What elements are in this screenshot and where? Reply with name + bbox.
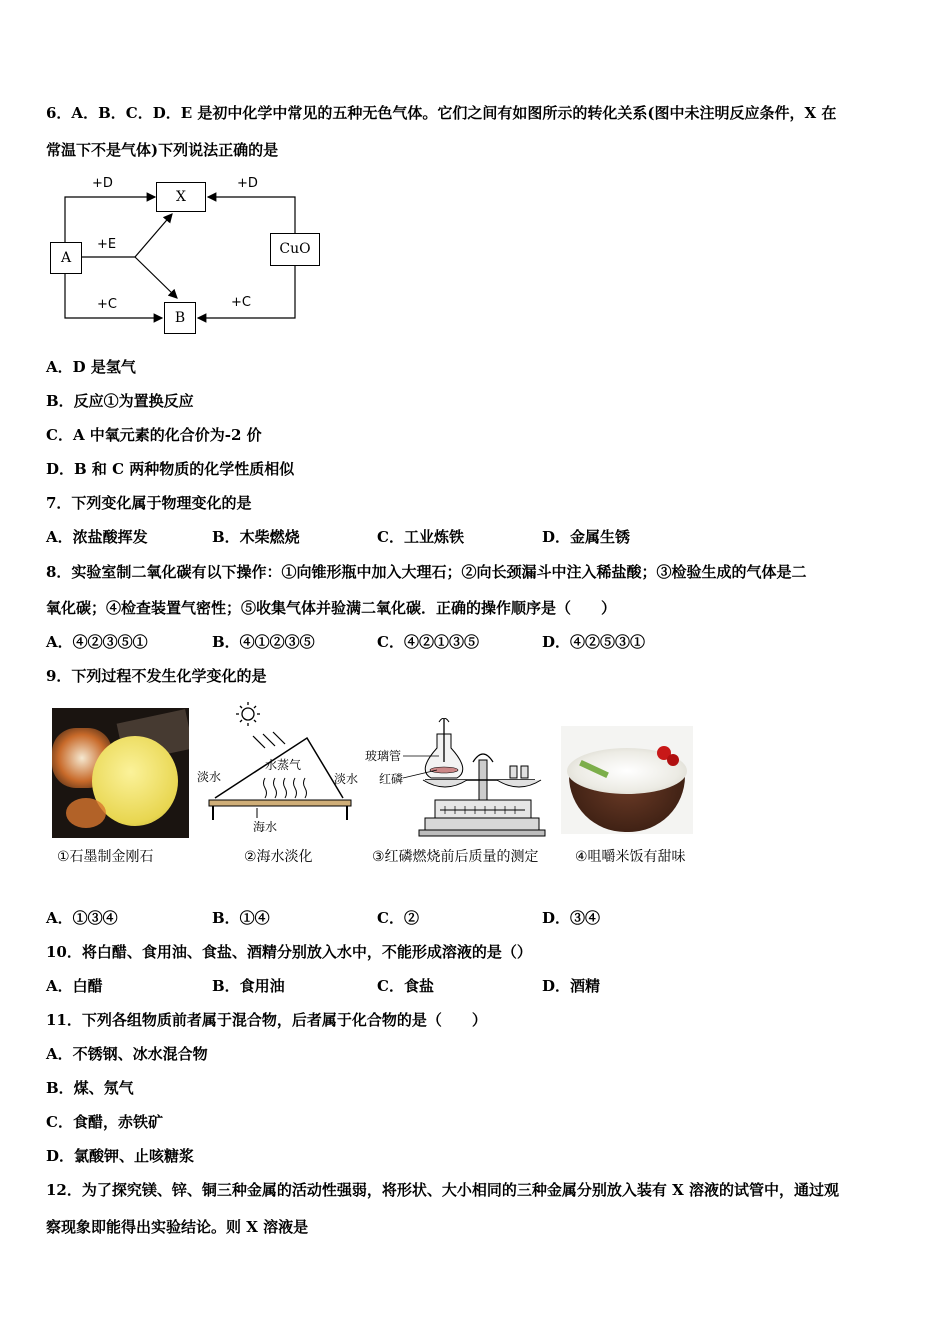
- q10-option-b: B．食用油: [212, 977, 285, 995]
- box-x: X: [156, 182, 206, 212]
- q10-option-c: C．食盐: [377, 977, 434, 995]
- q6-conversion-diagram: [40, 170, 340, 340]
- q11-stem: 11．下列各组物质前者属于混合物，后者属于化合物的是（ ）: [46, 1011, 487, 1029]
- q11-option-d: D．氯酸钾、止咳糖浆: [46, 1147, 195, 1165]
- q7-option-c: C．工业炼铁: [377, 528, 464, 546]
- q9-option-a: A．①③④: [46, 909, 118, 927]
- label-red-phosphorus: 红磷: [379, 772, 404, 786]
- box-b: B: [164, 302, 196, 334]
- q12-stem-line2: 察现象即能得出实验结论。则 X 溶液是: [46, 1218, 309, 1236]
- q12-stem-line1: 12．为了探究镁、锌、铜三种金属的活动性强弱，将形状、大小相同的三种金属分别放入装有 X 溶液的试管中，通过观: [46, 1181, 839, 1199]
- q9-option-d: D．③④: [542, 909, 601, 927]
- label-plus-e: +E: [97, 237, 117, 252]
- caption-rice-sweet: ④咀嚼米饭有甜味: [575, 849, 686, 865]
- q11-option-c: C．食醋，赤铁矿: [46, 1113, 163, 1131]
- q10-option-a: A．白醋: [46, 977, 103, 995]
- label-sea-water: 海水: [253, 820, 278, 834]
- q6-option-a: A．D 是氢气: [46, 358, 136, 376]
- label-plus-d-right: +D: [237, 176, 258, 191]
- graphite-diamond-image: [52, 708, 189, 838]
- q9-option-c: C．②: [377, 909, 419, 927]
- q8-stem-line2: 氧化碳；④检查装置气密性；⑤收集气体并验满二氧化碳．正确的操作顺序是（ ）: [46, 599, 617, 617]
- label-steam: 水蒸气: [265, 758, 302, 772]
- box-a: A: [50, 242, 82, 274]
- q6-option-b: B．反应①为置换反应: [46, 392, 194, 410]
- label-plus-c-left: +C: [97, 297, 117, 312]
- q7-option-d: D．金属生锈: [542, 528, 631, 546]
- q9-option-b: B．①④: [212, 909, 270, 927]
- q9-stem: 9．下列过程不发生化学变化的是: [46, 667, 267, 685]
- caption-phosphorus-mass: ③红磷燃烧前后质量的测定: [372, 849, 539, 865]
- phosphorus-balance-image: [365, 718, 555, 840]
- label-plus-d-left: +D: [92, 176, 113, 191]
- box-cuo: CuO: [270, 233, 320, 266]
- q8-option-a: A．④②③⑤①: [46, 633, 148, 651]
- q8-stem-line1: 8．实验室制二氧化碳有以下操作：①向锥形瓶中加入大理石；②向长颈漏斗中注入稀盐酸；③检验生成的气体是二: [46, 563, 807, 581]
- q6-stem-line2: 常温下不是气体)下列说法正确的是: [46, 141, 279, 159]
- seawater-desalination-image: [195, 700, 365, 840]
- q7-option-b: B．木柴燃烧: [212, 528, 300, 546]
- q7-option-a: A．浓盐酸挥发: [46, 528, 148, 546]
- q11-option-a: A．不锈钢、冰水混合物: [46, 1045, 208, 1063]
- q6-stem-line1: 6．A．B．C．D．E 是初中化学中常见的五种无色气体。它们之间有如图所示的转化关系(图中未注明反应条件，X 在: [46, 104, 837, 122]
- caption-desalination: ②海水淡化: [244, 849, 313, 865]
- caption-graphite-diamond: ①石墨制金刚石: [57, 849, 154, 865]
- q10-stem: 10．将白醋、食用油、食盐、酒精分别放入水中，不能形成溶液的是（）: [46, 943, 532, 961]
- label-fresh-water-left: 淡水: [197, 770, 222, 784]
- rice-bowl-image: [561, 726, 693, 834]
- q7-stem: 7．下列变化属于物理变化的是: [46, 494, 252, 512]
- q6-option-d: D．B 和 C 两种物质的化学性质相似: [46, 460, 295, 478]
- label-plus-c-right: +C: [231, 295, 251, 310]
- label-fresh-water-right: 淡水: [334, 772, 359, 786]
- q8-option-d: D．④②⑤③①: [542, 633, 646, 651]
- q6-option-c: C．A 中氧元素的化合价为-2 价: [46, 426, 262, 444]
- q8-option-c: C．④②①③⑤: [377, 633, 479, 651]
- q11-option-b: B．煤、氖气: [46, 1079, 134, 1097]
- label-glass-tube: 玻璃管: [365, 749, 402, 763]
- q8-option-b: B．④①②③⑤: [212, 633, 315, 651]
- q10-option-d: D．酒精: [542, 977, 601, 995]
